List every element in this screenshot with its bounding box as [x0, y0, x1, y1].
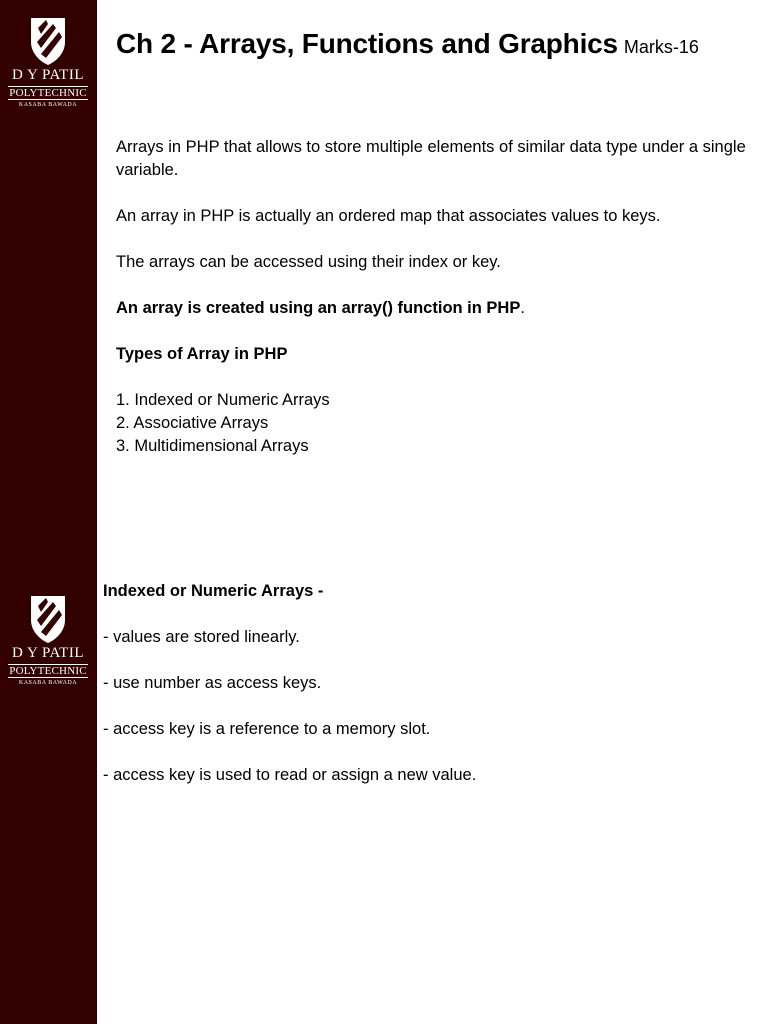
slide-2 — [0, 576, 768, 1024]
shield-logo-icon — [29, 16, 67, 66]
logo-subtitle: POLYTECHNIC — [9, 87, 87, 99]
logo-location: KASABA BAWADA — [18, 680, 78, 686]
types-heading: Types of Array in PHP — [116, 345, 288, 363]
paragraph-4-bold: An array is created using an array() function in PHP — [116, 299, 521, 317]
paragraph-3: The arrays can be accessed using their index or key. — [116, 253, 501, 271]
paragraph-1: Arrays in PHP that allows to store multiple elements of similar data type under a single variable. — [116, 138, 746, 179]
list-item: - access key is used to read or assign a new value. — [103, 766, 477, 784]
paragraph-2: An array in PHP is actually an ordered map that associates values to keys. — [116, 207, 661, 225]
logo-subtitle: POLYTECHNIC — [9, 665, 87, 677]
page-title: Ch 2 - Arrays, Functions and Graphics — [116, 28, 618, 59]
list-item: - access key is a reference to a memory slot. — [103, 720, 431, 738]
logo-name: D Y PATIL — [11, 645, 84, 661]
title-row — [116, 28, 699, 60]
list-item: 2. Associative Arrays — [116, 414, 269, 432]
paragraph-4-tail: . — [520, 299, 525, 317]
college-logo — [0, 16, 96, 109]
list-item: - use number as access keys. — [103, 674, 322, 692]
shield-logo-icon — [29, 594, 67, 644]
list-item: - values are stored linearly. — [103, 628, 300, 646]
slide-2-content — [103, 580, 753, 810]
sidebar — [0, 576, 97, 1024]
marks-label: Marks-16 — [623, 37, 699, 57]
section-heading: Indexed or Numeric Arrays - — [103, 582, 324, 600]
paragraph-4 — [116, 297, 752, 320]
sidebar — [0, 0, 97, 576]
college-logo — [0, 594, 96, 687]
logo-location: KASABA BAWADA — [18, 102, 78, 108]
list-item: 1. Indexed or Numeric Arrays — [116, 391, 330, 409]
slide-1-content — [116, 136, 752, 458]
list-item: 3. Multidimensional Arrays — [116, 437, 309, 455]
types-list — [116, 389, 752, 458]
logo-name: D Y PATIL — [11, 67, 84, 83]
